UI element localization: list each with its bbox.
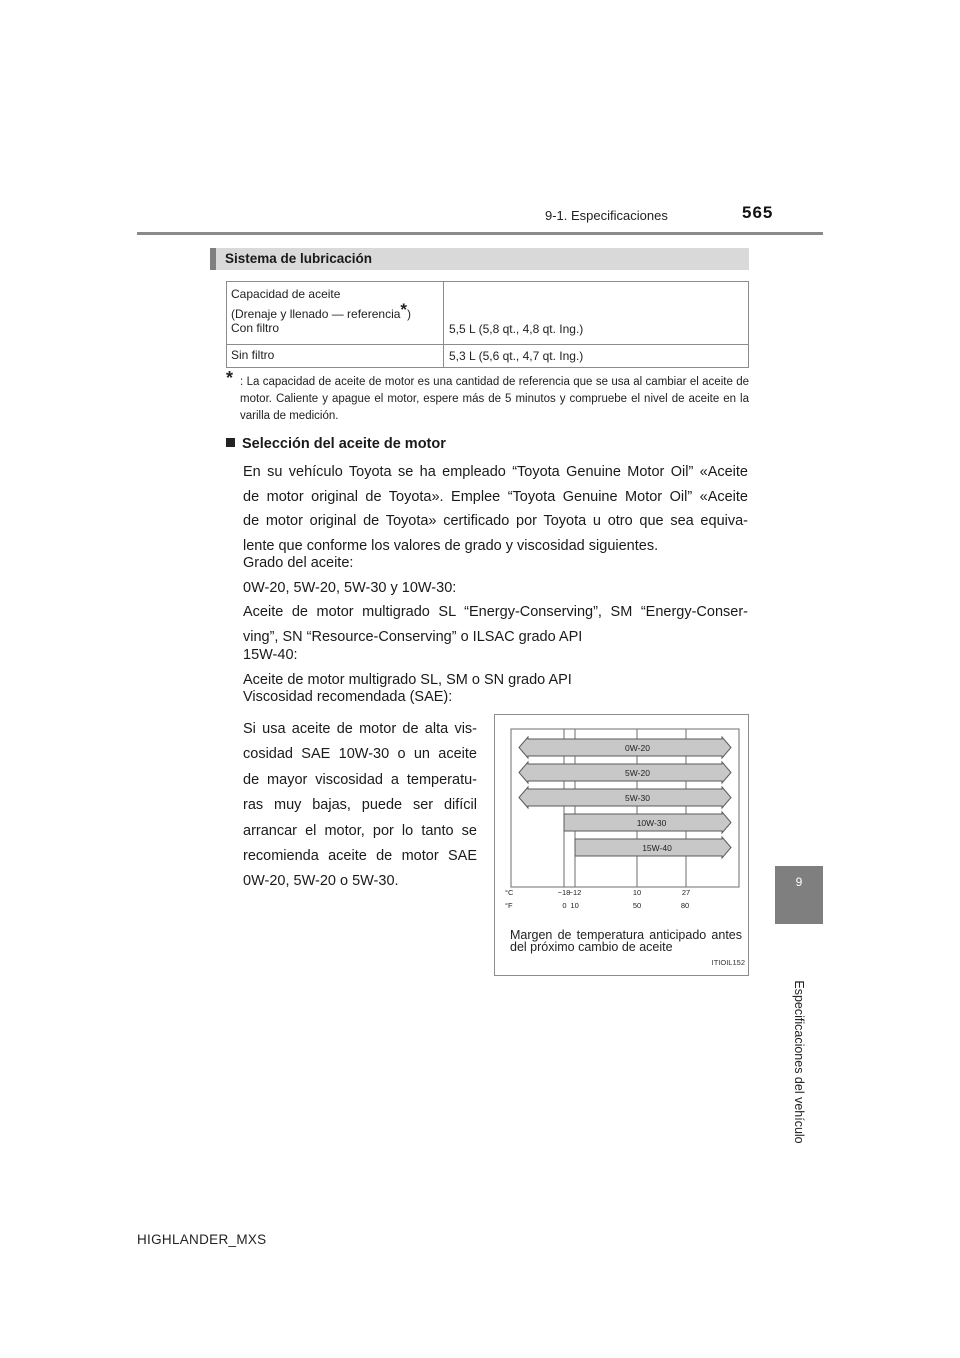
paragraph-line: de motor original de Toyota» certificado por Toyota u otro que sea equiva- [243,513,748,529]
paragraph-viscosity-label [243,685,748,710]
section-heading: Sistema de lubricación [225,251,373,266]
axis-unit-fahrenheit: °F [505,901,513,910]
paragraph-line: de motor original de Toyota». Emplee “Toyota Genuine Motor Oil” «Aceite [243,488,748,505]
paragraph-genuine-oil [243,460,748,558]
footnote-text: : La capacidad de aceite de motor es una cantidad de referencia que se usa al cambiar el aceite de motor. Caliente y apague el motor, espere más de 5 minutos y compruebe el nivel de aceite en la varilla de medición. [240,376,749,422]
subsection-title: Selección del aceite de motor [242,436,446,452]
axis-tick-fahrenheit: 10 [570,901,579,910]
table-row-divider [227,344,748,345]
paragraph-line: recomienda aceite de motor SAE [243,848,477,865]
paragraph-line: Viscosidad recomendada (SAE): [243,689,453,705]
paragraph-line: Si usa aceite de motor de alta vis- [243,721,477,737]
paragraph-line: En su vehículo Toyota se ha empleado “Toyota Genuine Motor Oil” «Aceite [243,464,748,480]
header-section-title: 9-1. Especificaciones [545,208,668,223]
chart-image-code: ITIOIL152 [711,958,745,967]
paragraph-line: de mayor viscosidad a temperatu- [243,771,477,788]
table-column-divider [443,282,444,367]
page-number: 565 [742,203,774,222]
footnote-star: * [226,368,234,388]
table-row-label: Sin filtro [231,348,275,362]
paragraph-line: 15W-40: [243,647,298,663]
table-heading-line2 [231,300,412,323]
paragraph-line: ras muy bajas, puede ser difícil [243,797,477,814]
viscosity-bar-label: 0W-20 [625,743,650,753]
paragraph-line: 0W-20, 5W-20 o 5W-30. [243,873,399,890]
table-row-value: 5,3 L (5,6 qt., 4,7 qt. Ing.) [449,349,584,363]
viscosity-bar-label: 5W-30 [625,793,650,803]
chart-caption: Margen de temperatura anticipado antes del próximo cambio de aceite [510,928,742,954]
section-heading-bar [210,248,749,270]
axis-tick-celsius: −12 [568,888,582,897]
footer-model-code: HIGHLANDER_MXS [137,1232,267,1247]
square-bullet-icon [226,438,235,447]
header-rule [137,232,823,235]
chapter-side-label-text: Especificaciones del vehículo [792,980,806,1144]
viscosity-bar-label: 5W-20 [625,768,650,778]
paragraph-line: Grado del aceite: [243,555,354,571]
viscosity-bar-label: 15W-40 [642,843,672,853]
paragraph-line: arrancar el motor, por lo tanto se [243,822,477,839]
axis-unit-celsius: °C [505,888,514,897]
axis-tick-celsius: −18 [557,888,571,897]
axis-tick-celsius: 10 [632,888,642,897]
paragraph-cold-start [243,717,477,895]
paragraph-line: ving”, SN “Resource-Conserving” o ILSAC grado API [243,628,583,645]
table-heading-line1: Capacidad de aceite [231,287,341,301]
paragraph-line: cosidad SAE 10W-30 o un aceite [243,746,477,763]
table-heading-line2-prefix: (Drenaje y llenado — referencia [231,307,401,321]
table-row-value: 5,5 L (5,8 qt., 4,8 qt. Ing.) [449,322,584,336]
viscosity-chart [494,714,749,976]
table-heading-line2-suffix: ) [407,307,412,321]
axis-tick-celsius: 27 [681,888,691,897]
paragraph-line: Aceite de motor multigrado SL, SM o SN grado API [243,671,572,688]
axis-tick-fahrenheit: 0 [562,901,567,910]
paragraph-line: Aceite de motor multigrado SL “Energy-Conserving”, SM “Energy-Conser- [243,604,748,620]
axis-tick-fahrenheit: 80 [680,901,690,910]
paragraph-oil-grade [243,551,748,649]
axis-tick-fahrenheit: 50 [632,901,642,910]
table-row-label: Con filtro [231,321,280,335]
subsection-heading [226,436,446,452]
oil-capacity-table [226,281,749,368]
paragraph-line: 0W-20, 5W-20, 5W-30 y 10W-30: [243,579,457,596]
paragraph-line: lente que conforme los valores de grado y viscosidad siguientes. [243,537,659,554]
chapter-tab-number: 9 [795,875,803,889]
viscosity-bar-label: 10W-30 [636,818,667,828]
table-heading-star: * [400,300,408,319]
